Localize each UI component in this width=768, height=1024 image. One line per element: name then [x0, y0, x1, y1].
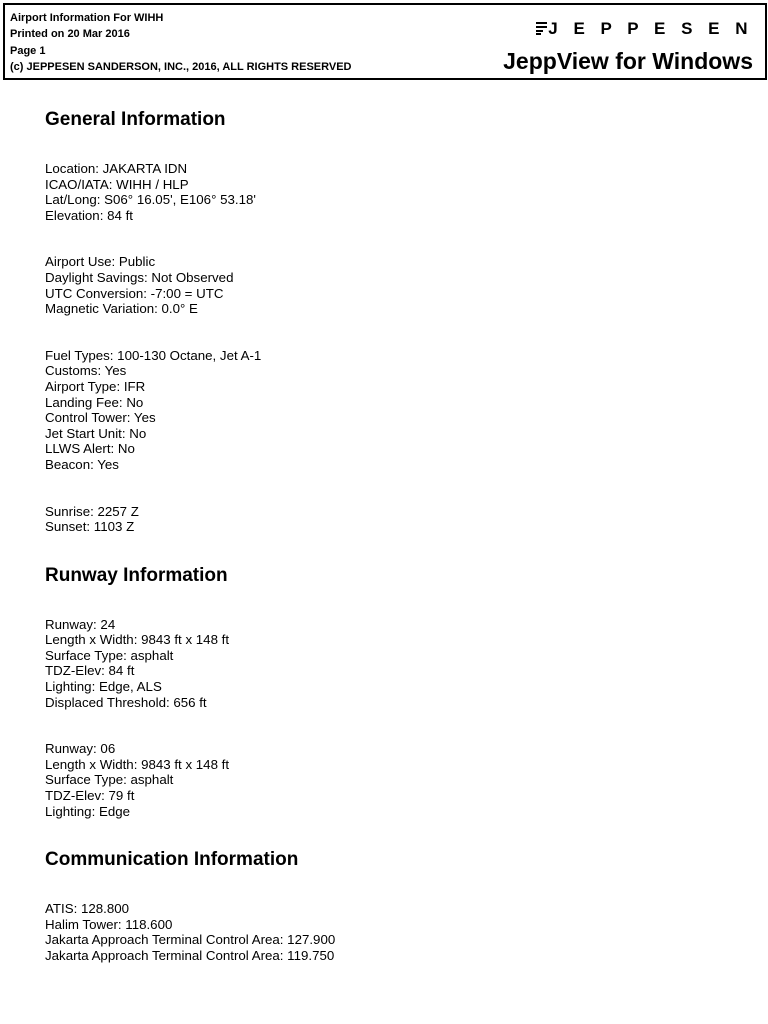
info-line: Surface Type: asphalt [45, 772, 174, 788]
info-line: ICAO/IATA: WIHH / HLP [45, 176, 189, 192]
brand-name: J E P P E S E N [548, 19, 753, 38]
runway-information-heading: Runway Information [45, 564, 228, 586]
info-line: Runway: 06 [45, 741, 116, 757]
info-line: Sunset: 1103 Z [45, 519, 135, 535]
info-line: Length x Width: 9843 ft x 148 ft [45, 756, 230, 772]
info-line: Customs: Yes [45, 363, 127, 379]
info-line: Surface Type: asphalt [45, 647, 174, 663]
info-line: Beacon: Yes [45, 456, 119, 472]
info-line: Fuel Types: 100-130 Octane, Jet A-1 [45, 347, 262, 363]
info-line: Lighting: Edge [45, 803, 131, 819]
info-line: Airport Type: IFR [45, 378, 146, 394]
general-information-section [45, 107, 745, 535]
general-location-group [45, 161, 745, 223]
document-body [45, 107, 745, 964]
page-number: Page 1 [10, 44, 46, 57]
info-line: Jakarta Approach Terminal Control Area: 119.750 [45, 948, 335, 963]
app-title: JeppView for Windows [503, 48, 753, 74]
info-line: Landing Fee: No [45, 394, 144, 410]
info-line: TDZ-Elev: 79 ft [45, 788, 135, 804]
communication-frequencies-group [45, 901, 745, 963]
info-line: TDZ-Elev: 84 ft [45, 663, 135, 679]
info-line: ATIS: 128.800 [45, 901, 130, 917]
info-line: Jakarta Approach Terminal Control Area: 127.900 [45, 932, 336, 948]
info-line: Location: JAKARTA IDN [45, 161, 188, 176]
runway-24-group [45, 617, 745, 711]
info-line: Control Tower: Yes [45, 410, 156, 426]
general-sun-group [45, 504, 745, 535]
brand-wordmark [503, 19, 753, 39]
info-line: Jet Start Unit: No [45, 425, 147, 441]
jeppesen-logo-icon [536, 22, 547, 35]
runway-information-section [45, 563, 745, 820]
header-title: Airport Information For WIHH [10, 12, 164, 24]
info-line: Length x Width: 9843 ft x 148 ft [45, 632, 230, 648]
copyright: (c) JEPPESEN SANDERSON, INC., 2016, ALL RIGHTS RESERVED [10, 60, 352, 73]
runway-06-group [45, 741, 745, 819]
info-line: Lighting: Edge, ALS [45, 679, 162, 695]
general-usage-group [45, 254, 745, 316]
general-information-heading: General Information [45, 109, 226, 130]
header-info [10, 10, 352, 75]
general-facilities-group [45, 348, 745, 473]
info-line: UTC Conversion: -7:00 = UTC [45, 285, 224, 301]
printed-date: Printed on 20 Mar 2016 [10, 28, 130, 41]
info-line: Halim Tower: 118.600 [45, 916, 173, 932]
communication-information-heading: Communication Information [45, 849, 299, 871]
communication-information-section [45, 847, 745, 963]
info-line: Sunrise: 2257 Z [45, 503, 139, 519]
header-brand [503, 19, 753, 75]
info-line: Displaced Threshold: 656 ft [45, 694, 207, 710]
info-line: Elevation: 84 ft [45, 207, 133, 223]
info-line: Lat/Long: S06° 16.05', E106° 53.18' [45, 192, 256, 208]
info-line: Airport Use: Public [45, 254, 156, 270]
info-line: Daylight Savings: Not Observed [45, 269, 234, 285]
info-line: Runway: 24 [45, 616, 116, 632]
info-line: LLWS Alert: No [45, 441, 135, 457]
info-line: Magnetic Variation: 0.0° E [45, 301, 198, 317]
document-header [3, 3, 767, 80]
